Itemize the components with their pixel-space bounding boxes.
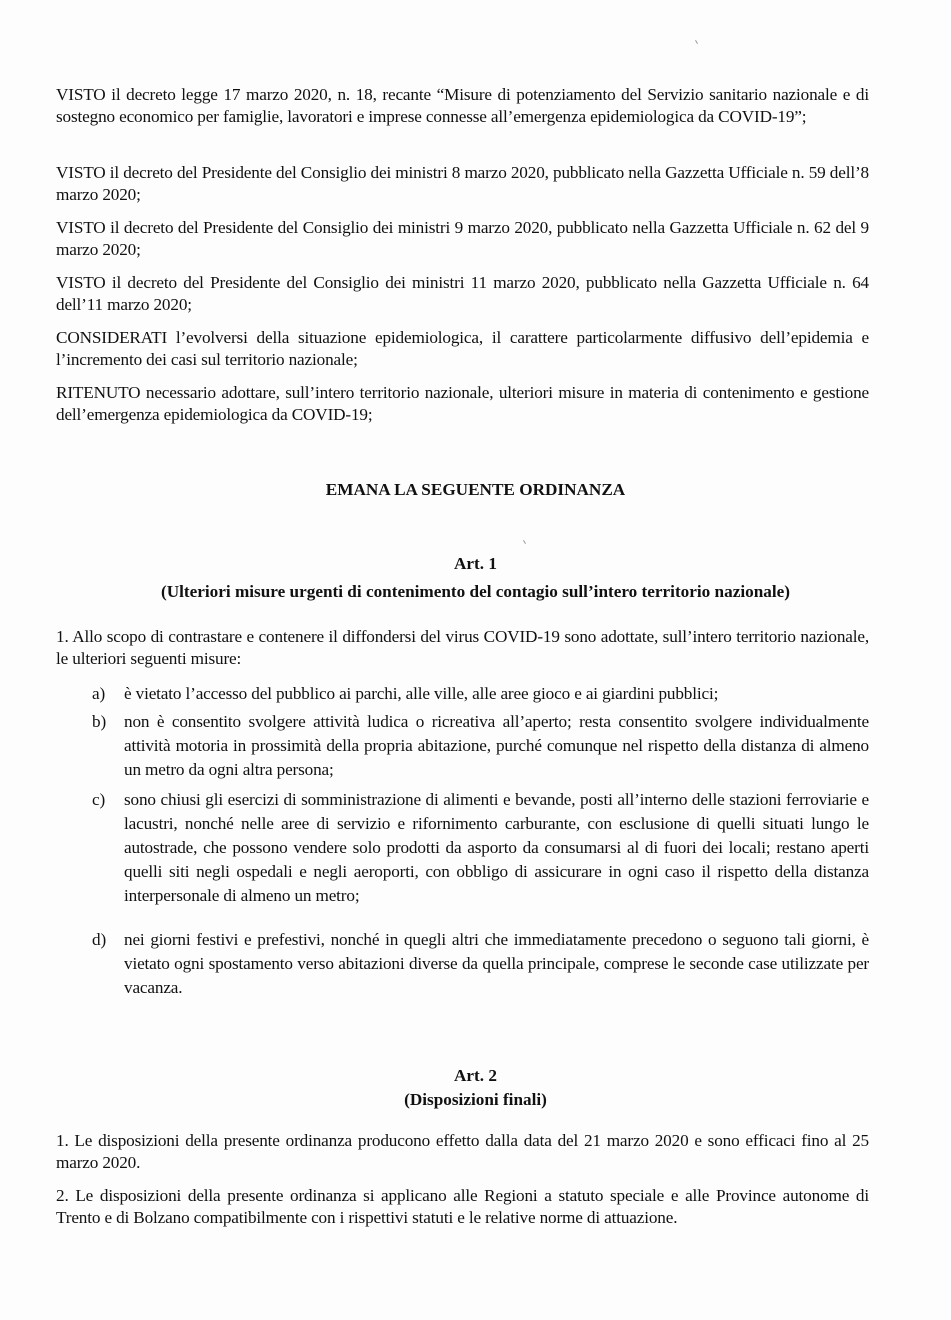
scan-artifact bbox=[523, 540, 526, 544]
article-2-paragraph: 2. Le disposizioni della presente ordinanza si applicano alle Regioni a statuto speciale e alle Province autonome di Trento e di Bolzano compatibilmente con i rispettivi statuti e le relative norme di attuazione. bbox=[56, 1186, 869, 1227]
premise-paragraph: CONSIDERATI l’evolversi della situazione epidemiologica, il carattere particolarmente diffusivo dell’epidemia e l’incremento dei casi sul territorio nazionale; bbox=[56, 328, 869, 369]
list-item-a bbox=[92, 682, 869, 706]
article-2-paragraph: 1. Le disposizioni della presente ordinanza producono effetto dalla data del 21 marzo 2020 e sono efficaci fino al 25 marzo 2020. bbox=[56, 1131, 869, 1172]
scan-artifact bbox=[695, 40, 698, 44]
premise-paragraph: VISTO il decreto del Presidente del Consiglio dei ministri 8 marzo 2020, pubblicato nella Gazzetta Ufficiale n. 59 dell’8 marzo 2020; bbox=[56, 163, 869, 204]
list-item-label: a) bbox=[92, 684, 106, 703]
list-item-d bbox=[92, 928, 869, 1000]
premise-paragraph: RITENUTO necessario adottare, sull’intero territorio nazionale, ulteriori misure in materia di contenimento e gestione dell’emergenza epidemiologica da COVID-19; bbox=[56, 383, 869, 424]
list-item-label: c) bbox=[92, 790, 106, 809]
ordinance-heading: EMANA LA SEGUENTE ORDINANZA bbox=[325, 480, 626, 499]
list-item-label: d) bbox=[92, 930, 107, 949]
list-item-text: sono chiusi gli esercizi di somministrazione di alimenti e bevande, posti all’interno delle stazioni ferroviarie e lacustri, nonché nelle aree di servizio e rifornimento carburante, con esclusione di quelli situati lungo le autostrade, che possono vendere solo prodotti da asporto da consumarsi al di fuori dei locali; restano aperti quelli siti negli ospedali e negli aeroporti, con obbligo di assicurare in ogni caso il rispetto della distanza interpersonale di almeno un metro; bbox=[124, 790, 869, 905]
article-2-number: Art. 2 bbox=[454, 1066, 497, 1085]
list-item-text: è vietato l’accesso del pubblico ai parchi, alle ville, alle aree gioco e ai giardini pubblici; bbox=[124, 684, 719, 703]
list-item-label: b) bbox=[92, 712, 107, 731]
premise-paragraph: VISTO il decreto del Presidente del Consiglio dei ministri 11 marzo 2020, pubblicato nella Gazzetta Ufficiale n. 64 dell’11 marzo 2020; bbox=[56, 273, 869, 314]
list-item-text: nei giorni festivi e prefestivi, nonché in quegli altri che immediatamente precedono o seguono tali giorni, è vietato ogni spostamento verso abitazioni diverse da quella principale, comprese le seconde case utilizzate per vacanza. bbox=[124, 930, 869, 997]
list-item-b bbox=[92, 710, 869, 782]
article-1-title: (Ulteriori misure urgenti di contenimento del contagio sull’intero territorio nazionale) bbox=[161, 582, 790, 601]
list-item-c bbox=[92, 788, 869, 908]
article-1-intro: 1. Allo scopo di contrastare e contenere il diffondersi del virus COVID-19 sono adottate, sull’intero territorio nazionale, le ulteriori seguenti misure: bbox=[56, 627, 869, 668]
premise-paragraph: VISTO il decreto del Presidente del Consiglio dei ministri 9 marzo 2020, pubblicato nella Gazzetta Ufficiale n. 62 del 9 marzo 2020; bbox=[56, 218, 869, 259]
article-2-title: (Disposizioni finali) bbox=[404, 1090, 547, 1109]
premise-paragraph: VISTO il decreto legge 17 marzo 2020, n. 18, recante “Misure di potenziamento del Servizio sanitario nazionale e di sostegno economico per famiglie, lavoratori e imprese connesse all’emergenza epidemiologica da COVID-19”; bbox=[56, 85, 869, 126]
list-item-text: non è consentito svolgere attività ludica o ricreativa all’aperto; resta consentito svolgere individualmente attività motoria in prossimità della propria abitazione, purché comunque nel rispetto della distanza di almeno un metro da ogni altra persona; bbox=[124, 712, 869, 779]
article-1-number: Art. 1 bbox=[454, 554, 497, 573]
